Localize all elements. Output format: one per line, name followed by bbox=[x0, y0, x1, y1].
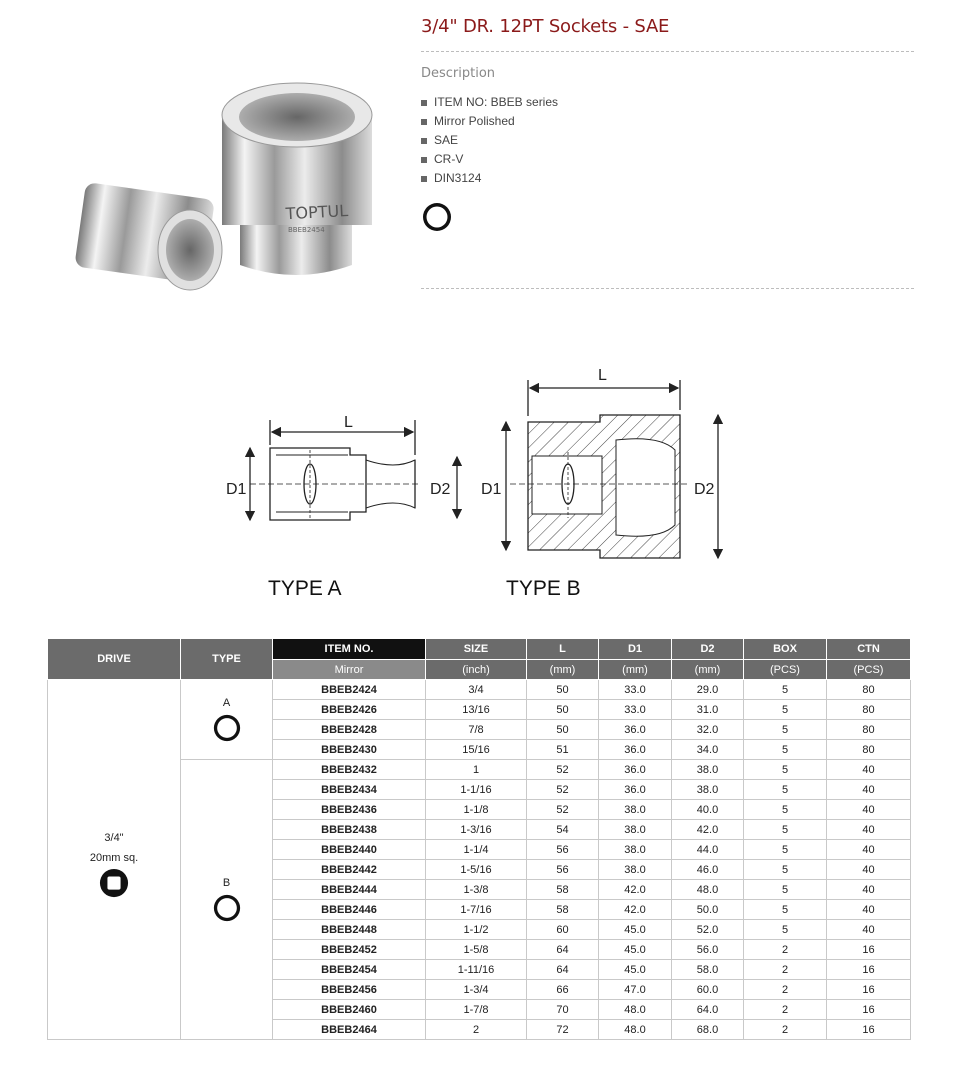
size-cell: 1 bbox=[426, 760, 527, 780]
box-cell: 5 bbox=[744, 720, 827, 740]
d2-cell: 29.0 bbox=[672, 680, 744, 700]
photo-code: BBEB2454 bbox=[288, 226, 325, 234]
ctn-cell: 80 bbox=[827, 740, 911, 760]
size-cell: 1-1/4 bbox=[426, 840, 527, 860]
l-cell: 50 bbox=[527, 700, 599, 720]
d2-cell: 42.0 bbox=[672, 820, 744, 840]
ctn-cell: 40 bbox=[827, 760, 911, 780]
header-box-unit: (PCS) bbox=[744, 660, 827, 680]
item-no-cell: BBEB2456 bbox=[273, 980, 426, 1000]
box-cell: 5 bbox=[744, 880, 827, 900]
item-no-cell: BBEB2434 bbox=[273, 780, 426, 800]
box-cell: 2 bbox=[744, 960, 827, 980]
item-no-cell: BBEB2440 bbox=[273, 840, 426, 860]
size-cell: 1-3/8 bbox=[426, 880, 527, 900]
box-cell: 5 bbox=[744, 860, 827, 880]
ctn-cell: 40 bbox=[827, 920, 911, 940]
ctn-cell: 16 bbox=[827, 960, 911, 980]
size-cell: 13/16 bbox=[426, 700, 527, 720]
ctn-cell: 40 bbox=[827, 800, 911, 820]
box-cell: 5 bbox=[744, 840, 827, 860]
l-cell: 54 bbox=[527, 820, 599, 840]
type-b-label: TYPE B bbox=[506, 577, 581, 600]
item-no-cell: BBEB2438 bbox=[273, 820, 426, 840]
item-no-cell: BBEB2426 bbox=[273, 700, 426, 720]
item-no-cell: BBEB2448 bbox=[273, 920, 426, 940]
item-no-cell: BBEB2430 bbox=[273, 740, 426, 760]
type-a-label: TYPE A bbox=[268, 577, 342, 600]
ctn-cell: 40 bbox=[827, 880, 911, 900]
product-title: 3/4" DR. 12PT Sockets - SAE bbox=[421, 16, 670, 37]
box-cell: 2 bbox=[744, 1020, 827, 1040]
d1-cell: 48.0 bbox=[599, 1000, 672, 1020]
dim-d1-b: D1 bbox=[481, 481, 502, 498]
size-cell: 2 bbox=[426, 1020, 527, 1040]
header-d2-unit: (mm) bbox=[672, 660, 744, 680]
header-mirror: Mirror bbox=[273, 660, 426, 680]
table-row bbox=[48, 680, 911, 700]
d1-cell: 36.0 bbox=[599, 760, 672, 780]
d1-cell: 38.0 bbox=[599, 820, 672, 840]
dim-l-b: L bbox=[598, 367, 607, 384]
spec-item: ITEM NO: BBEB series bbox=[421, 93, 914, 112]
size-cell: 1-1/8 bbox=[426, 800, 527, 820]
size-cell: 7/8 bbox=[426, 720, 527, 740]
box-cell: 5 bbox=[744, 680, 827, 700]
type-a-value: A bbox=[222, 696, 231, 709]
size-cell: 1-7/16 bbox=[426, 900, 527, 920]
l-cell: 52 bbox=[527, 780, 599, 800]
ctn-cell: 16 bbox=[827, 980, 911, 1000]
d2-cell: 44.0 bbox=[672, 840, 744, 860]
box-cell: 5 bbox=[744, 920, 827, 940]
item-no-cell: BBEB2454 bbox=[273, 960, 426, 980]
twelve-point-icon bbox=[421, 201, 453, 233]
header-item-no: ITEM NO. bbox=[273, 639, 426, 660]
size-cell: 1-5/16 bbox=[426, 860, 527, 880]
box-cell: 5 bbox=[744, 900, 827, 920]
dim-d1-a: D1 bbox=[226, 481, 247, 498]
photo-brand: TOPTUL bbox=[285, 201, 349, 224]
ctn-cell: 16 bbox=[827, 1020, 911, 1040]
type-b-drawing bbox=[506, 380, 718, 558]
l-cell: 52 bbox=[527, 800, 599, 820]
d2-cell: 64.0 bbox=[672, 1000, 744, 1020]
d2-cell: 48.0 bbox=[672, 880, 744, 900]
size-cell: 1-3/4 bbox=[426, 980, 527, 1000]
item-no-cell: BBEB2428 bbox=[273, 720, 426, 740]
header-ctn-unit: (PCS) bbox=[827, 660, 911, 680]
drive-cell bbox=[48, 680, 181, 1040]
ctn-cell: 40 bbox=[827, 780, 911, 800]
spec-table bbox=[47, 638, 911, 1040]
item-no-cell: BBEB2432 bbox=[273, 760, 426, 780]
size-cell: 1-11/16 bbox=[426, 960, 527, 980]
size-cell: 1-1/16 bbox=[426, 780, 527, 800]
d1-cell: 36.0 bbox=[599, 720, 672, 740]
ctn-cell: 80 bbox=[827, 700, 911, 720]
spec-item: Mirror Polished bbox=[421, 112, 914, 131]
size-cell: 1-3/16 bbox=[426, 820, 527, 840]
box-cell: 5 bbox=[744, 780, 827, 800]
item-no-cell: BBEB2464 bbox=[273, 1020, 426, 1040]
l-cell: 52 bbox=[527, 760, 599, 780]
header-type: TYPE bbox=[181, 639, 273, 680]
type-b-value: B bbox=[222, 876, 231, 889]
header-l-unit: (mm) bbox=[527, 660, 599, 680]
product-info bbox=[421, 0, 914, 233]
box-cell: 2 bbox=[744, 1000, 827, 1020]
box-cell: 2 bbox=[744, 940, 827, 960]
header-drive: DRIVE bbox=[48, 639, 181, 680]
item-no-cell: BBEB2460 bbox=[273, 1000, 426, 1020]
technical-drawing bbox=[220, 360, 740, 610]
l-cell: 58 bbox=[527, 900, 599, 920]
l-cell: 56 bbox=[527, 860, 599, 880]
box-cell: 2 bbox=[744, 980, 827, 1000]
d1-cell: 36.0 bbox=[599, 740, 672, 760]
ctn-cell: 40 bbox=[827, 900, 911, 920]
divider bbox=[421, 288, 914, 289]
item-no-cell: BBEB2452 bbox=[273, 940, 426, 960]
header-box: BOX bbox=[744, 639, 827, 660]
dim-d2-b: D2 bbox=[694, 481, 715, 498]
twelve-point-icon bbox=[212, 893, 242, 923]
spec-item: SAE bbox=[421, 131, 914, 150]
ctn-cell: 16 bbox=[827, 940, 911, 960]
type-a-drawing bbox=[250, 420, 457, 520]
box-cell: 5 bbox=[744, 800, 827, 820]
size-cell: 1-5/8 bbox=[426, 940, 527, 960]
d1-cell: 38.0 bbox=[599, 860, 672, 880]
d2-cell: 34.0 bbox=[672, 740, 744, 760]
dim-d2-a: D2 bbox=[430, 481, 451, 498]
size-cell: 1-1/2 bbox=[426, 920, 527, 940]
item-no-cell: BBEB2442 bbox=[273, 860, 426, 880]
box-cell: 5 bbox=[744, 760, 827, 780]
ctn-cell: 40 bbox=[827, 840, 911, 860]
l-cell: 64 bbox=[527, 960, 599, 980]
d2-cell: 38.0 bbox=[672, 780, 744, 800]
d1-cell: 42.0 bbox=[599, 900, 672, 920]
header-d1: D1 bbox=[599, 639, 672, 660]
drive-value: 3/4" bbox=[104, 831, 124, 844]
d2-cell: 31.0 bbox=[672, 700, 744, 720]
square-drive-icon bbox=[99, 868, 129, 898]
d1-cell: 48.0 bbox=[599, 1020, 672, 1040]
d1-cell: 36.0 bbox=[599, 780, 672, 800]
d1-cell: 38.0 bbox=[599, 840, 672, 860]
header-ctn: CTN bbox=[827, 639, 911, 660]
d1-cell: 45.0 bbox=[599, 920, 672, 940]
ctn-cell: 40 bbox=[827, 820, 911, 840]
l-cell: 51 bbox=[527, 740, 599, 760]
size-cell: 15/16 bbox=[426, 740, 527, 760]
d1-cell: 33.0 bbox=[599, 700, 672, 720]
d1-cell: 42.0 bbox=[599, 880, 672, 900]
d1-cell: 45.0 bbox=[599, 940, 672, 960]
type-b-cell bbox=[181, 760, 273, 1040]
divider bbox=[421, 51, 914, 52]
box-cell: 5 bbox=[744, 700, 827, 720]
l-cell: 50 bbox=[527, 680, 599, 700]
spec-item: CR-V bbox=[421, 150, 914, 169]
header-size-unit: (inch) bbox=[426, 660, 527, 680]
item-no-cell: BBEB2436 bbox=[273, 800, 426, 820]
spec-item: DIN3124 bbox=[421, 169, 914, 188]
spec-list bbox=[421, 93, 914, 188]
item-no-cell: BBEB2424 bbox=[273, 680, 426, 700]
header-d1-unit: (mm) bbox=[599, 660, 672, 680]
ctn-cell: 80 bbox=[827, 680, 911, 700]
ctn-cell: 16 bbox=[827, 1000, 911, 1020]
dim-l-a: L bbox=[344, 414, 353, 431]
type-a-cell bbox=[181, 680, 273, 760]
l-cell: 50 bbox=[527, 720, 599, 740]
d2-cell: 58.0 bbox=[672, 960, 744, 980]
header-l: L bbox=[527, 639, 599, 660]
drive-square: 20mm sq. bbox=[89, 851, 139, 864]
twelve-point-icon bbox=[212, 713, 242, 743]
d2-cell: 32.0 bbox=[672, 720, 744, 740]
item-no-cell: BBEB2446 bbox=[273, 900, 426, 920]
description-label: Description bbox=[421, 66, 496, 81]
d1-cell: 38.0 bbox=[599, 800, 672, 820]
d2-cell: 52.0 bbox=[672, 920, 744, 940]
product-photo bbox=[40, 70, 400, 340]
d2-cell: 68.0 bbox=[672, 1020, 744, 1040]
l-cell: 56 bbox=[527, 840, 599, 860]
ctn-cell: 80 bbox=[827, 720, 911, 740]
d2-cell: 50.0 bbox=[672, 900, 744, 920]
d2-cell: 38.0 bbox=[672, 760, 744, 780]
l-cell: 66 bbox=[527, 980, 599, 1000]
d1-cell: 47.0 bbox=[599, 980, 672, 1000]
d1-cell: 33.0 bbox=[599, 680, 672, 700]
l-cell: 64 bbox=[527, 940, 599, 960]
box-cell: 5 bbox=[744, 820, 827, 840]
header-d2: D2 bbox=[672, 639, 744, 660]
l-cell: 72 bbox=[527, 1020, 599, 1040]
size-cell: 1-7/8 bbox=[426, 1000, 527, 1020]
l-cell: 60 bbox=[527, 920, 599, 940]
d2-cell: 40.0 bbox=[672, 800, 744, 820]
d1-cell: 45.0 bbox=[599, 960, 672, 980]
d2-cell: 46.0 bbox=[672, 860, 744, 880]
item-no-cell: BBEB2444 bbox=[273, 880, 426, 900]
l-cell: 70 bbox=[527, 1000, 599, 1020]
table-body bbox=[48, 680, 911, 1040]
d2-cell: 60.0 bbox=[672, 980, 744, 1000]
size-cell: 3/4 bbox=[426, 680, 527, 700]
header-size: SIZE bbox=[426, 639, 527, 660]
ctn-cell: 40 bbox=[827, 860, 911, 880]
l-cell: 58 bbox=[527, 880, 599, 900]
box-cell: 5 bbox=[744, 740, 827, 760]
d2-cell: 56.0 bbox=[672, 940, 744, 960]
